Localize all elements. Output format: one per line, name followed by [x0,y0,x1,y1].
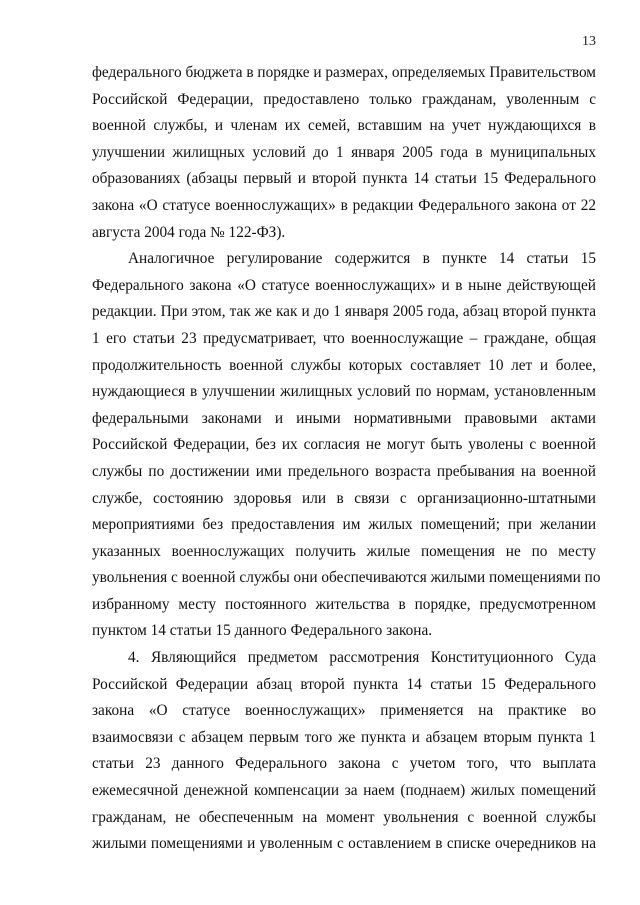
text-line: гражданам, не обеспеченным на момент увольнения с военной службы [92,808,596,826]
text-line: Федерального закона «О статусе военнослужащих» и в ныне действующей [92,276,596,294]
text-line: федерального бюджета в порядке и размерах, определяемых Правительством [92,64,596,81]
text-line: федеральными законами и иными нормативными правовыми актами [92,409,596,427]
text-line: улучшении жилищных условий до 1 января 2005 года в муниципальных [92,143,596,161]
text-line: жилыми помещениями и уволенным с оставлением в списке очередников на [92,835,596,853]
text-line: образованиях (абзацы первый и второй пункта 14 статьи 15 Федерального [92,170,596,188]
text-line: пунктом 14 статьи 15 данного Федерального закона. [92,622,433,640]
text-line: службе, состоянию здоровья или в связи с организационно-штатными [92,489,596,507]
text-line: нуждающиеся в улучшении жилищных условий по нормам, установленным [92,383,596,401]
paragraph-item-4 [92,645,596,858]
text-line: закона «О статусе военнослужащих» применяется на практике во [92,702,596,720]
text-line: 4. Являющийся предметом рассмотрения Конституционного Суда [128,649,596,667]
text-line: ежемесячной денежной компенсации за наем (поднаем) жилых помещений [92,782,596,800]
text-line: закона «О статусе военнослужащих» в редакции Федерального закона от 22 [92,196,596,214]
text-line: Российской Федерации, предоставлено только гражданам, уволенным с [92,90,596,108]
body-text [92,60,601,858]
text-line: службы по достижении ими предельного возраста пребывания на военной [92,462,596,480]
text-line: мероприятиями без предоставления им жилых помещений; при желании [92,516,596,534]
text-line: редакции. При этом, так же как и до 1 января 2005 года, абзац второй пункта [92,303,596,321]
page-number: 13 [582,34,596,49]
paragraph-analogous-regulation [92,246,601,645]
text-line: взаимосвязи с абзацем первым того же пункта и абзацем вторым пункта 1 [92,728,596,746]
text-line: Российской Федерации абзац второй пункта 14 статьи 15 Федерального [92,675,596,693]
text-line: 1 его статьи 23 предусматривает, что военнослужащие – граждане, общая [92,329,596,347]
text-line: Российской Федерации, без их согласия не могут быть уволены с военной [92,436,596,454]
text-line: августа 2004 года № 122-ФЗ). [92,223,286,241]
text-line: избранному месту постоянного жительства в порядке, предусмотренном [92,595,596,613]
text-line: военной службы, и членам их семей, вставшим на учет нуждающихся в [92,117,596,135]
text-line: статьи 23 данного Федерального закона с учетом того, что выплата [92,755,596,773]
text-line: продолжительность военной службы которых составляет 10 лет и более, [92,356,596,374]
paragraph-continuation [92,60,596,246]
text-line: указанных военнослужащих получить жилые помещения не по месту [92,542,596,560]
text-line: Аналогичное регулирование содержится в пункте 14 статьи 15 [128,250,596,268]
text-line: увольнения с военной службы они обеспечиваются жилыми помещениями по [92,569,601,587]
